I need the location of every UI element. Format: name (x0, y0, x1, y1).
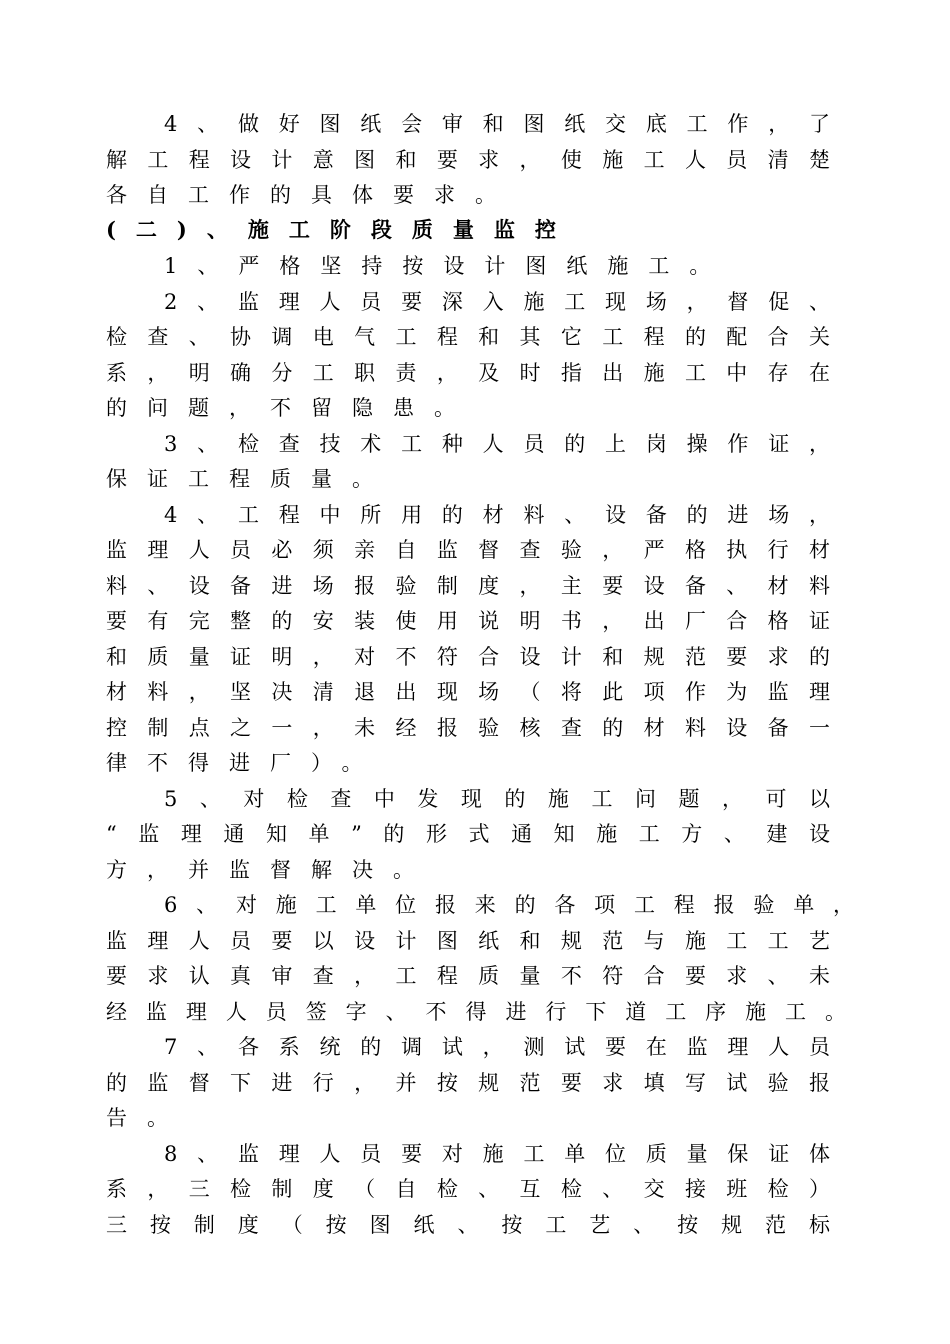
text-line: 控制点之一，未经报验核查的材料设备一 (106, 716, 830, 740)
text-line: 要求认真审查，工程质量不符合要求、未 (106, 964, 830, 988)
text-line: 和质量证明，对不符合设计和规范要求的 (106, 645, 830, 669)
text-line: 6、对施工单位报来的各项工程报验单， (164, 893, 854, 917)
text-line: 3、检查技术工种人员的上岗操作证， (164, 432, 830, 456)
section-heading: (二)、施工阶段质量监控 (106, 217, 576, 242)
text-line: 要有完整的安装使用说明书，出厂合格证 (106, 609, 830, 633)
text-line: 经监理人员签字、不得进行下道工序施工。 (106, 1000, 846, 1024)
text-line: 三按制度（按图纸、按工艺、按规范标 (106, 1213, 830, 1237)
text-line: 告。 (106, 1106, 188, 1130)
text-line: 材料，坚决清退出现场（将此项作为监理 (106, 680, 830, 704)
text-line: 检查、协调电气工程和其它工程的配合关 (106, 325, 830, 349)
text-line: 保证工程质量。 (106, 467, 393, 491)
text-line: 系，明确分工职责，及时指出施工中存在 (106, 361, 830, 385)
text-line: 方，并监督解决。 (106, 858, 434, 882)
text-line: 监理人员必须亲自监督查验，严格执行材 (106, 538, 830, 562)
text-line: 的问题，不留隐患。 (106, 396, 475, 420)
text-line: 解工程设计意图和要求，使施工人员清楚 (106, 148, 830, 172)
text-line: 5、对检查中发现的施工问题，可以 (164, 787, 830, 811)
text-line: 7、各系统的调试，测试要在监理人员 (164, 1035, 830, 1059)
text-line: “监理通知单”的形式通知施工方、建设 (106, 822, 830, 846)
text-line: 系，三检制度（自检、互检、交接班检） (106, 1177, 830, 1201)
text-line: 1、严格坚持按设计图纸施工。 (164, 254, 731, 278)
text-line: 2、监理人员要深入施工现场，督促、 (164, 290, 830, 314)
text-line: 监理人员要以设计图纸和规范与施工工艺 (106, 929, 830, 953)
text-line: 律不得进厂）。 (106, 751, 383, 775)
text-line: 的监督下进行，并按规范要求填写试验报 (106, 1071, 830, 1095)
text-line: 料、设备进场报验制度，主要设备、材料 (106, 574, 830, 598)
text-line: 各自工作的具体要求。 (106, 183, 516, 207)
text-line: 8、监理人员要对施工单位质量保证体 (164, 1142, 830, 1166)
text-line: 4、工程中所用的材料、设备的进场， (164, 503, 830, 527)
text-line: 4、做好图纸会审和图纸交底工作，了 (164, 112, 830, 136)
